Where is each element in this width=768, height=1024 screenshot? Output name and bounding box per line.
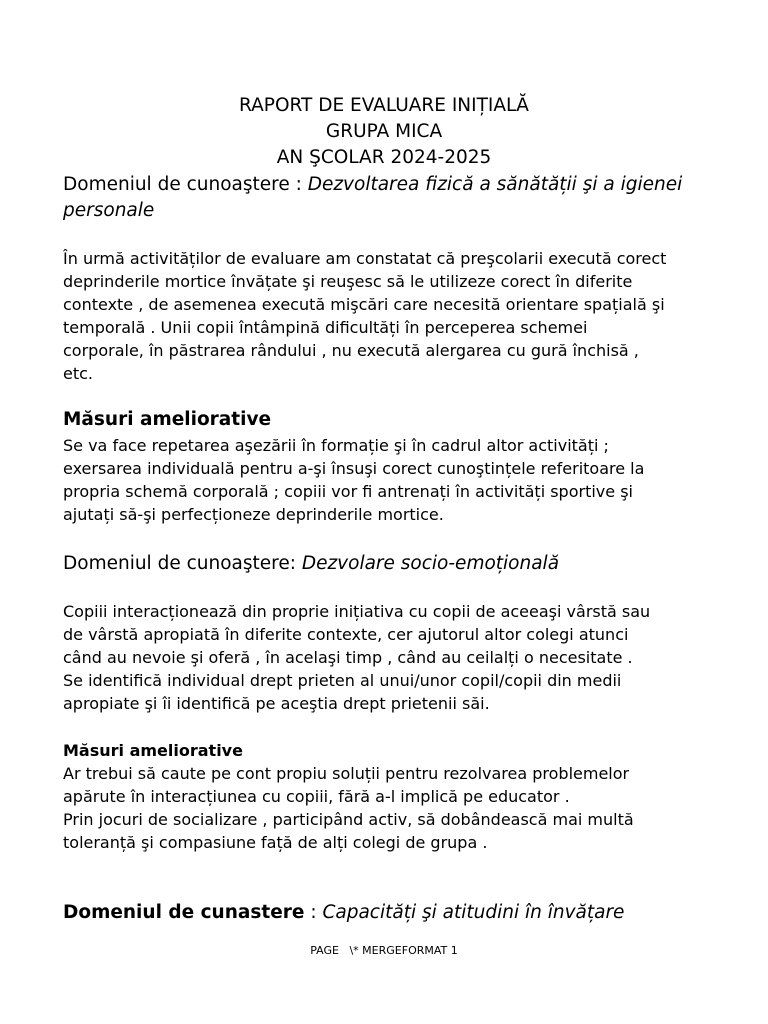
section1-topic-line1: Dezvoltarea fizică a sănătății şi a igienei (307, 174, 683, 195)
measures-line: Se va face repetarea aşezării în formație şi în cadrul altor activități ; (63, 436, 609, 455)
page-footer: PAGE \* MERGEFORMAT 1 (310, 944, 458, 957)
paragraph-line: deprinderile mortice învățate şi reuşesc să le utilizeze corect în diferite (63, 272, 633, 291)
paragraph-line: contexte , de asemenea execută mişcări care necesită orientare spațială şi (63, 295, 665, 314)
section1-measures-title: Măsuri ameliorative (63, 409, 272, 430)
section2-heading (63, 551, 753, 577)
paragraph-line: Se identifică individual drept prieten al unui/unor copil/copii din medii (63, 671, 622, 690)
paragraph-line: de vârstă apropiată în diferite contexte, cer ajutorul altor colegi atunci (63, 625, 629, 644)
section2-topic: Dezvolare socio-emoțională (301, 553, 560, 574)
measures-line: exersarea individuală pentru a-şi însuşi corect cunoştințele referitoare la (63, 459, 645, 478)
section1-label: Domeniul de cunoaştere : (63, 174, 308, 195)
paragraph-line: când au nevoie şi oferă , în acelaşi timp , când au ceilalți o necesitate . (63, 648, 633, 667)
section1-topic-line2: personale (63, 200, 155, 221)
paragraph-line: etc. (63, 364, 93, 383)
section3-label: Domeniul de cunastere (63, 902, 305, 923)
report-title (0, 93, 768, 171)
section2-measures (63, 762, 753, 854)
section3-heading (63, 900, 753, 926)
section3-topic: Capacități şi atitudini în învățare (322, 902, 625, 923)
section1-paragraph (63, 247, 753, 385)
paragraph-line: Copiii interacționează din proprie inițiativa cu copii de aceeaşi vârstă sau (63, 602, 651, 621)
paragraph-line: temporală . Unii copii întâmpină dificultăți în perceperea schemei (63, 318, 588, 337)
paragraph-line: apropiate şi îi identifică pe aceştia drept prietenii săi. (63, 694, 490, 713)
section2-measures-title: Măsuri ameliorative (63, 741, 243, 760)
section1-heading (63, 172, 753, 224)
paragraph-line: În urmă activităților de evaluare am constatat că preşcolarii execută corect (63, 249, 667, 268)
measures-line: apărute în interacțiunea cu copiii, fără a-l implică pe educator . (63, 787, 570, 806)
section2-paragraph (63, 600, 753, 715)
title-line-1: RAPORT DE EVALUARE INIȚIALĂ (239, 95, 529, 116)
measures-line: propria schemă corporală ; copiii vor fi antrenați în activități sportive şi (63, 482, 633, 501)
measures-line: toleranță şi compasiune față de alți colegi de grupa . (63, 833, 488, 852)
section1-measures (63, 434, 753, 526)
section3-separator: : (304, 902, 323, 923)
title-line-3: AN ŞCOLAR 2024-2025 (276, 147, 492, 168)
title-line-2: GRUPA MICA (325, 121, 443, 142)
paragraph-line: corporale, în păstrarea rândului , nu execută alergarea cu gură închisă , (63, 341, 639, 360)
section2-label: Domeniul de cunoaştere: (63, 553, 302, 574)
measures-line: Ar trebui să caute pe cont propiu soluții pentru rezolvarea problemelor (63, 764, 630, 783)
measures-line: Prin jocuri de socializare , participând activ, să dobândească mai multă (63, 810, 634, 829)
measures-line: ajutați să-şi perfecționeze deprinderile mortice. (63, 505, 444, 524)
